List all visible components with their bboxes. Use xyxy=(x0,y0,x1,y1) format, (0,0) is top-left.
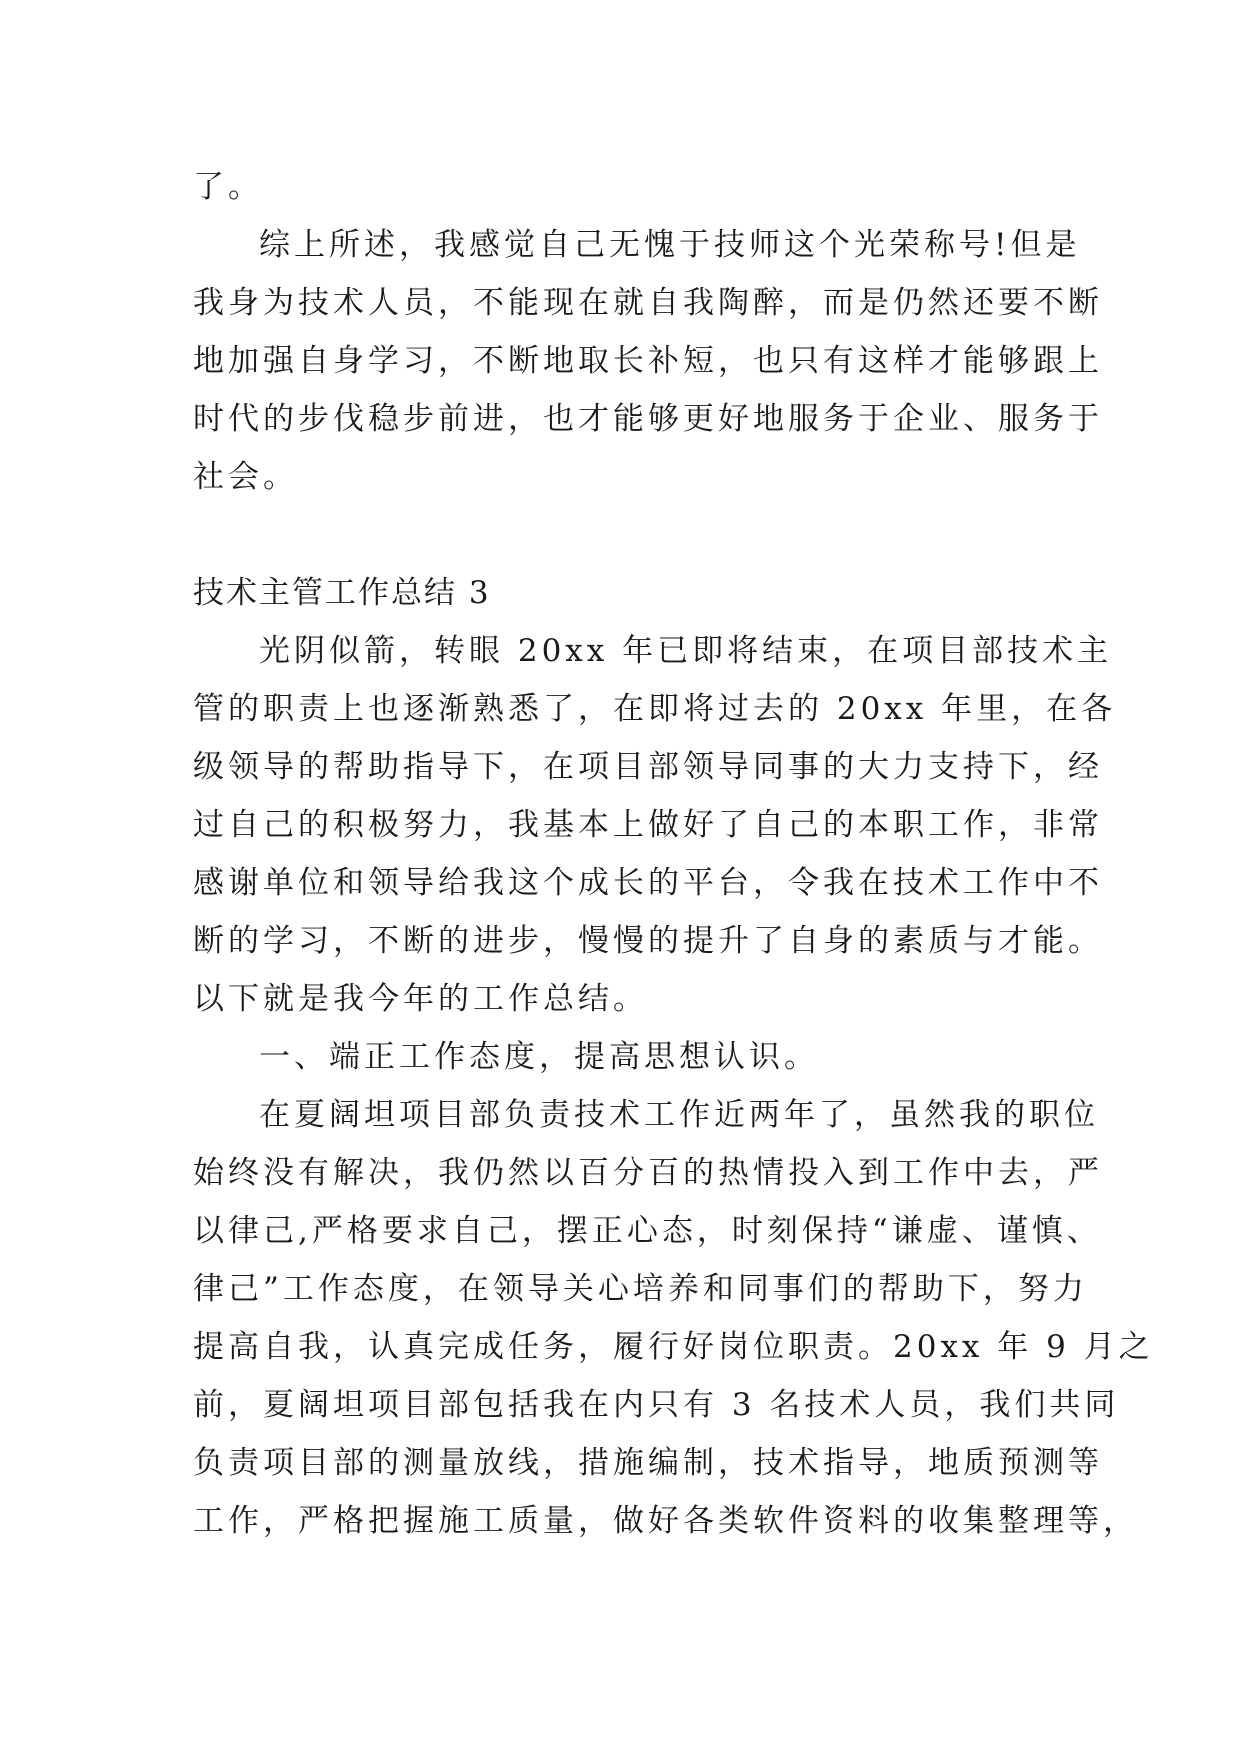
text-line: 律己”工作态度，在领导关心培养和同事们的帮助下，努力 xyxy=(193,1271,1088,1307)
text-line: 地加强自身学习，不断地取长补短，也只有这样才能够跟上 xyxy=(193,343,1103,379)
text-line: 断的学习，不断的进步，慢慢的提升了自身的素质与才能。 xyxy=(193,923,1103,959)
text-line: 以律己,严格要求自己，摆正心态，时刻保持“谦虚、谨慎、 xyxy=(193,1213,1102,1249)
text-line: 综上所述，我感觉自己无愧于技师这个光荣称号!但是 xyxy=(259,227,1081,263)
text-line: 提高自我，认真完成任务，履行好岗位职责。20xx 年 9 月之 xyxy=(193,1329,1154,1365)
paragraph-gap xyxy=(193,506,1063,564)
text-line: 负责项目部的测量放线，措施编制，技术指导，地质预测等 xyxy=(193,1445,1103,1481)
text-line: 我身为技术人员，不能现在就自我陶醉，而是仍然还要不断 xyxy=(193,285,1103,321)
text-line: 始终没有解决，我仍然以百分百的热情投入到工作中去，严 xyxy=(193,1155,1103,1191)
text-line: 社会。 xyxy=(193,459,298,495)
text-line: 光阴似箭，转眼 20xx 年已即将结束，在项目部技术主 xyxy=(259,633,1113,669)
section-heading: 技术主管工作总结 3 xyxy=(193,575,491,611)
text-line: 过自己的积极努力，我基本上做好了自己的本职工作，非常 xyxy=(193,807,1103,843)
text-line: 时代的步伐稳步前进，也才能够更好地服务于企业、服务于 xyxy=(193,401,1103,437)
subsection-heading: 一、端正工作态度，提高思想认识。 xyxy=(259,1039,819,1075)
document-body xyxy=(193,158,1154,1550)
text-line: 了。 xyxy=(193,169,263,205)
text-line: 级领导的帮助指导下，在项目部领导同事的大力支持下，经 xyxy=(193,749,1103,785)
text-line: 感谢单位和领导给我这个成长的平台，令我在技术工作中不 xyxy=(193,865,1103,901)
text-line: 前，夏阔坦项目部包括我在内只有 3 名技术人员，我们共同 xyxy=(193,1387,1120,1423)
text-line: 在夏阔坦项目部负责技术工作近两年了，虽然我的职位 xyxy=(259,1097,1099,1133)
text-line: 工作，严格把握施工质量，做好各类软件资料的收集整理等， xyxy=(193,1503,1138,1539)
text-line: 管的职责上也逐渐熟悉了，在即将过去的 20xx 年里，在各 xyxy=(193,691,1117,727)
text-line: 以下就是我今年的工作总结。 xyxy=(193,981,648,1017)
